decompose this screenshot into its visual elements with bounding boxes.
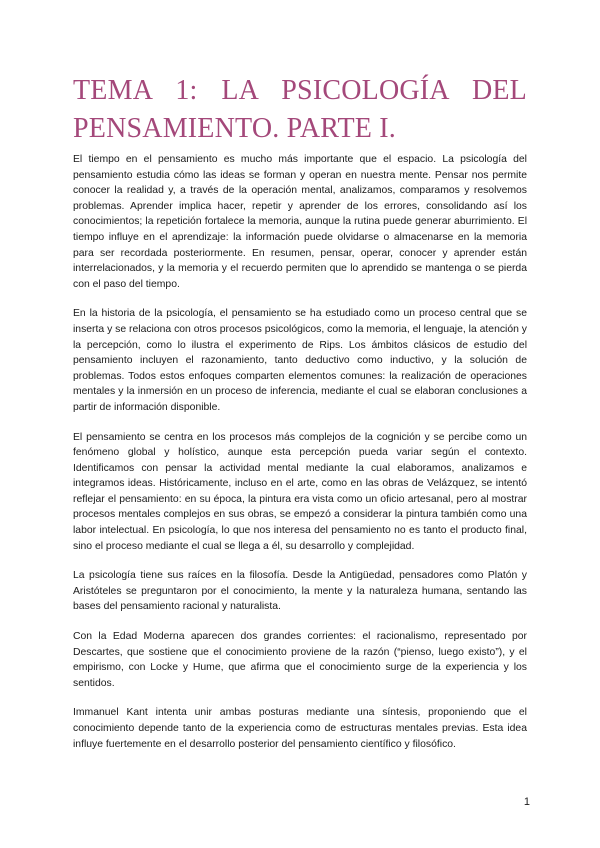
page-title: TEMA 1: LA PSICOLOGÍA DEL PENSAMIENTO. PARTE I. [73, 75, 527, 144]
page-number: 1 [523, 796, 530, 808]
paragraph-5: Con la Edad Moderna aparecen dos grandes corrientes: el racionalismo, representado por Descartes, que sostiene que el conocimiento proviene de la razón (“pienso, luego existo”), y el empirismo, con Locke y Hume, que afirma que el conocimiento surge de la experiencia y los sentidos. [73, 631, 527, 689]
paragraph-4: La psicología tiene sus raíces en la filosofía. Desde la Antigüedad, pensadores como Platón y Aristóteles se preguntaron por el conocimiento, la mente y la naturaleza humana, sentando las bases del pensamiento racional y naturalista. [73, 570, 527, 613]
paragraph-3: El pensamiento se centra en los procesos más complejos de la cognición y se percibe como un fenómeno global y holístico, aunque esta percepción pueda variar según el contexto. Identificamos con pensar la actividad mental mediante la cual elaboramos, analizamos e integramos ideas. Históricamente, incluso en el arte, como en las obras de Velázquez, se intentó reflejar el pensamiento: en su época, la pintura era vista como un oficio artesanal, pero al mostrar procesos mentales complejos en sus obras, se empezó a considerar la pintura también como una labor intelectual. En psicología, lo que nos interesa del pensamiento no es tanto el producto final, sino el proceso mediante el cual se llega a él, su desarrollo y complejidad. [73, 431, 527, 552]
document-body [73, 152, 527, 766]
paragraph-1: El tiempo en el pensamiento es mucho más importante que el espacio. La psicología del pensamiento estudia cómo las ideas se forman y operan en nuestra mente. Pensar nos permite conocer la realidad y, a través de la operación mental, analizamos, comparamos y resolvemos problemas. Aprender implica hacer, repetir y aprender de los errores, consolidando así los conocimientos; la repetición fortalece la memoria, aunque la rutina puede generar aburrimiento. El tiempo influye en el aprendizaje: la información puede olvidarse o almacenarse en la memoria para ser recordada posteriormente. En resumen, pensar, operar, conocer y aprender están interrelacionados, y la memoria y el recuerdo permiten que lo aprendido se mantenga o se pierda con el paso del tiempo. [73, 154, 527, 290]
paragraph-6: Immanuel Kant intenta unir ambas posturas mediante una síntesis, proponiendo que el conocimiento depende tanto de la experiencia como de estructuras mentales previas. Esta idea influye fuertemente en el desarrollo posterior del pensamiento científico y filosófico. [73, 707, 527, 750]
paragraph-2: En la historia de la psicología, el pensamiento se ha estudiado como un proceso central que se inserta y se relaciona con otros procesos psicológicos, como la memoria, el lenguaje, la atención y la percepción, como lo ilustra el experimento de Rips. Los ámbitos clásicos de estudio del pensamiento incluyen el razonamiento, tanto deductivo como inductivo, y la solución de problemas. Todos estos enfoques comparten elementos comunes: la realización de operaciones mentales y la inmersión en un proceso de inferencia, mediante el cual se elaboran conclusiones a partir de información disponible. [73, 308, 527, 413]
